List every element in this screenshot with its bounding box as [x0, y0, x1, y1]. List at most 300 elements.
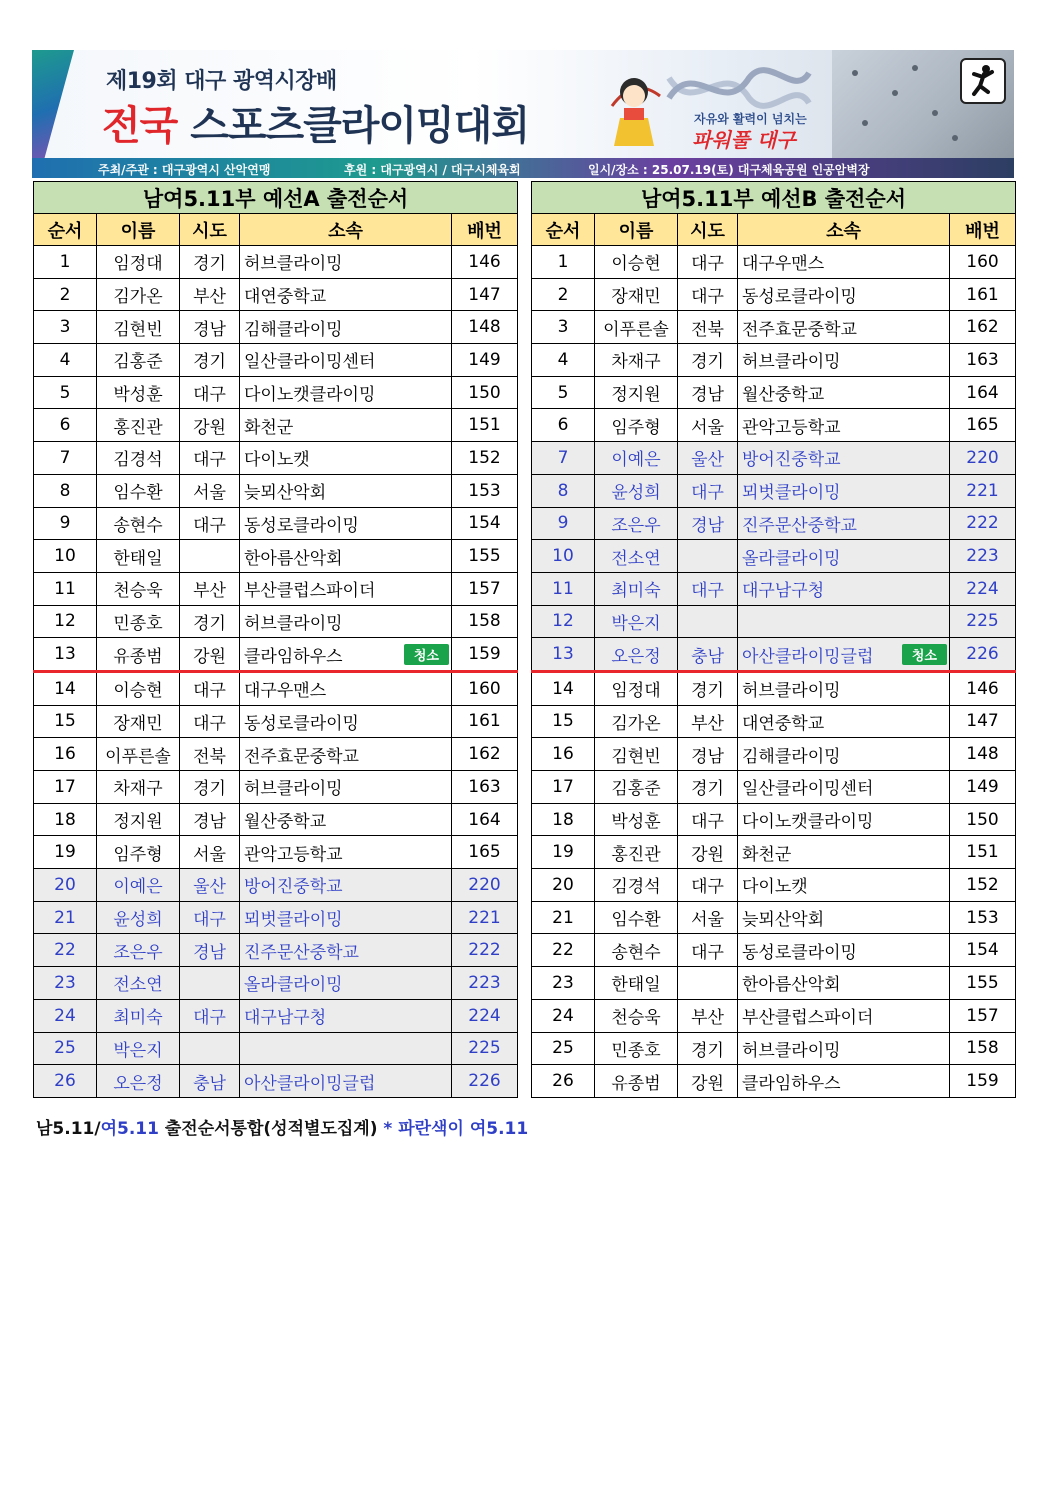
- row-name-text: 최미숙: [113, 1008, 163, 1029]
- row-name: [97, 705, 180, 738]
- row-region: [678, 442, 738, 475]
- row-affiliation-text: 뫼벗클라이밍: [244, 910, 343, 931]
- row-name-text: 홍진관: [113, 417, 163, 438]
- row-order: [34, 934, 97, 967]
- rope-knot-illustration: [664, 58, 814, 118]
- table-row: [532, 442, 1016, 475]
- row-region-text: 부산: [193, 287, 226, 308]
- row-affiliation: [240, 540, 452, 573]
- row-region: [678, 278, 738, 311]
- row-region-text: 대구: [691, 942, 724, 963]
- row-name: [595, 771, 678, 804]
- row-name-text: 천승욱: [611, 1008, 661, 1029]
- row-region-text: 경남: [193, 812, 226, 833]
- row-order: [532, 738, 595, 771]
- row-order: [34, 311, 97, 344]
- banner-title-line1: 제19회 대구 광역시장배: [106, 69, 337, 94]
- row-name-text: 김홍준: [113, 352, 163, 373]
- row-bib-text: 148: [966, 744, 999, 765]
- row-region: [180, 572, 240, 605]
- row-region-text: 경남: [691, 746, 724, 767]
- row-affiliation-text: 허브클라이밍: [742, 1040, 841, 1061]
- row-affiliation: [240, 638, 452, 672]
- row-region: [180, 376, 240, 409]
- row-affiliation-text: 관악고등학교: [742, 417, 841, 438]
- row-region-text: 경기: [193, 779, 226, 800]
- row-order-text: 2: [557, 284, 569, 305]
- row-order: [532, 999, 595, 1032]
- row-order-text: 6: [557, 415, 569, 436]
- row-bib: [950, 442, 1016, 475]
- table-row: [532, 278, 1016, 311]
- row-name: [97, 869, 180, 902]
- row-region: [678, 572, 738, 605]
- row-name-text: 이예은: [113, 877, 163, 898]
- row-affiliation: [240, 869, 452, 902]
- table-row: [34, 507, 518, 540]
- table-a-title: 남여5.11부 예선A 출전순서: [34, 182, 518, 214]
- row-name-text: 조은우: [113, 942, 163, 963]
- row-bib-text: 157: [468, 578, 501, 599]
- row-order: [34, 638, 97, 672]
- row-affiliation-text: 다이노캣클라이밍: [742, 812, 874, 833]
- table-row: [532, 572, 1016, 605]
- row-name: [595, 246, 678, 279]
- row-bib-text: 222: [468, 940, 501, 961]
- row-bib-text: 220: [468, 874, 501, 895]
- row-name: [97, 901, 180, 934]
- row-bib-text: 225: [966, 611, 999, 632]
- row-affiliation-text: 대구남구청: [742, 581, 825, 602]
- row-region-text: 대구: [193, 713, 226, 734]
- row-order: [532, 803, 595, 836]
- table-row: [34, 869, 518, 902]
- row-region-text: 서울: [193, 483, 226, 504]
- row-bib: [950, 999, 1016, 1032]
- row-region-text: 전북: [691, 319, 724, 340]
- row-region-text: 대구: [691, 287, 724, 308]
- row-region: [180, 738, 240, 771]
- row-bib-text: 147: [966, 711, 999, 732]
- row-region: [678, 376, 738, 409]
- row-order: [532, 1065, 595, 1098]
- row-region-text: 경기: [193, 254, 226, 275]
- row-bib: [452, 605, 518, 638]
- row-region-text: 서울: [193, 844, 226, 865]
- row-order: [532, 934, 595, 967]
- row-name: [97, 738, 180, 771]
- row-region-text: 강원: [691, 844, 724, 865]
- row-affiliation-text: 화천군: [244, 417, 294, 438]
- row-bib: [452, 442, 518, 475]
- table-row: [532, 771, 1016, 804]
- row-order: [34, 605, 97, 638]
- row-bib-text: 163: [966, 349, 999, 370]
- row-affiliation-text: 전주효문중학교: [742, 319, 857, 340]
- row-affiliation: [738, 934, 950, 967]
- row-order-text: 17: [54, 776, 76, 797]
- table-row: [34, 638, 518, 672]
- row-affiliation-text: 대구남구청: [244, 1008, 327, 1029]
- row-order: [34, 967, 97, 1000]
- row-name-text: 윤성희: [611, 483, 661, 504]
- row-region-text: 대구: [691, 483, 724, 504]
- row-affiliation: [738, 540, 950, 573]
- row-name: [97, 934, 180, 967]
- row-bib-text: 157: [966, 1005, 999, 1026]
- row-affiliation: [738, 901, 950, 934]
- col-affiliation: 소속: [240, 214, 452, 246]
- table-row: [532, 869, 1016, 902]
- row-name-text: 김홍준: [611, 779, 661, 800]
- row-bib-text: 146: [966, 678, 999, 699]
- table-row: [34, 738, 518, 771]
- row-order: [532, 442, 595, 475]
- row-name-text: 임정대: [113, 254, 163, 275]
- table-row: [34, 967, 518, 1000]
- row-region: [678, 311, 738, 344]
- row-bib-text: 159: [468, 644, 501, 665]
- row-order-text: 3: [557, 317, 569, 338]
- row-name: [97, 671, 180, 705]
- row-name-text: 박은지: [611, 613, 661, 634]
- row-bib: [452, 507, 518, 540]
- row-bib: [452, 738, 518, 771]
- row-affiliation-text: 한아름산악회: [244, 548, 343, 569]
- table-row: [532, 474, 1016, 507]
- row-order: [34, 999, 97, 1032]
- col-bib: 배번: [452, 214, 518, 246]
- row-bib: [452, 1065, 518, 1098]
- row-bib: [950, 409, 1016, 442]
- row-order-text: 7: [59, 447, 71, 468]
- row-region: [678, 999, 738, 1032]
- row-name: [97, 836, 180, 869]
- table-row: [532, 409, 1016, 442]
- row-affiliation: [738, 376, 950, 409]
- row-name-text: 임수환: [113, 483, 163, 504]
- row-region: [678, 1065, 738, 1098]
- row-region-text: 경남: [691, 385, 724, 406]
- row-region: [180, 934, 240, 967]
- row-region-text: 대구: [193, 1008, 226, 1029]
- row-bib: [950, 771, 1016, 804]
- row-order-text: 9: [59, 513, 71, 534]
- row-name-text: 김가온: [113, 287, 163, 308]
- row-order: [34, 507, 97, 540]
- table-row: [34, 540, 518, 573]
- table-row: [34, 474, 518, 507]
- row-bib-text: 220: [966, 447, 999, 468]
- row-bib-text: 165: [966, 415, 999, 436]
- row-order: [34, 409, 97, 442]
- row-affiliation: [738, 638, 950, 672]
- footnote-part1: 남5.11/: [36, 1119, 101, 1139]
- row-order-text: 21: [552, 907, 574, 928]
- row-order-text: 20: [54, 874, 76, 895]
- row-bib: [452, 474, 518, 507]
- row-region: [180, 901, 240, 934]
- row-region: [180, 869, 240, 902]
- row-region-text: 대구: [691, 812, 724, 833]
- row-name: [595, 605, 678, 638]
- row-name: [595, 901, 678, 934]
- row-region: [678, 901, 738, 934]
- footnote-women: 여5.11: [100, 1119, 159, 1139]
- row-affiliation: [738, 869, 950, 902]
- row-order-text: 13: [552, 644, 574, 665]
- row-bib-text: 155: [468, 546, 501, 567]
- row-bib: [950, 376, 1016, 409]
- row-bib-text: 146: [468, 251, 501, 272]
- row-order: [34, 869, 97, 902]
- row-order: [532, 409, 595, 442]
- row-order: [532, 540, 595, 573]
- row-affiliation: [738, 1032, 950, 1065]
- row-region-text: 대구: [691, 581, 724, 602]
- row-affiliation-text: 다이노캣: [742, 877, 808, 898]
- table-row: [34, 572, 518, 605]
- row-order: [532, 572, 595, 605]
- row-bib: [950, 967, 1016, 1000]
- row-affiliation: [738, 572, 950, 605]
- row-name-text: 민종호: [113, 613, 163, 634]
- row-order: [34, 771, 97, 804]
- row-bib-text: 223: [468, 972, 501, 993]
- row-order: [34, 705, 97, 738]
- row-name-text: 유종범: [611, 1073, 661, 1094]
- row-region-text: 경남: [691, 515, 724, 536]
- row-bib: [950, 934, 1016, 967]
- row-bib: [452, 376, 518, 409]
- row-bib-text: 158: [966, 1038, 999, 1059]
- row-region-text: 경남: [193, 319, 226, 340]
- row-order: [532, 901, 595, 934]
- row-bib-text: 149: [966, 776, 999, 797]
- row-name-text: 전소연: [113, 975, 163, 996]
- row-bib-text: 226: [468, 1071, 501, 1092]
- row-name-text: 천승욱: [113, 581, 163, 602]
- row-bib-text: 152: [468, 447, 501, 468]
- row-name: [595, 278, 678, 311]
- row-bib-text: 152: [966, 874, 999, 895]
- row-bib-text: 223: [966, 546, 999, 567]
- row-region-text: 강원: [691, 1073, 724, 1094]
- row-region: [678, 836, 738, 869]
- row-affiliation-text: 김해클라이밍: [742, 746, 841, 767]
- row-order: [34, 540, 97, 573]
- row-region-text: 경기: [691, 1040, 724, 1061]
- row-name-text: 장재민: [113, 713, 163, 734]
- row-affiliation-text: 다이노캣클라이밍: [244, 385, 376, 406]
- row-affiliation: [738, 671, 950, 705]
- row-affiliation-text: 올라클라이밍: [244, 975, 343, 996]
- row-affiliation: [738, 605, 950, 638]
- row-order: [34, 901, 97, 934]
- row-bib-text: 161: [966, 284, 999, 305]
- row-name-text: 오은정: [113, 1073, 163, 1094]
- row-name-text: 이푸른솔: [105, 746, 171, 767]
- row-affiliation-text: 대구우맨스: [244, 681, 327, 702]
- row-order: [532, 869, 595, 902]
- row-bib: [452, 311, 518, 344]
- row-region: [678, 869, 738, 902]
- row-affiliation: [240, 311, 452, 344]
- row-region-text: 대구: [691, 877, 724, 898]
- row-name: [595, 869, 678, 902]
- row-bib-text: 149: [468, 349, 501, 370]
- start-order-table-b: [531, 181, 1016, 1098]
- row-name-text: 송현수: [113, 515, 163, 536]
- row-affiliation: [240, 934, 452, 967]
- row-affiliation-text: 월산중학교: [244, 812, 327, 833]
- row-order-text: 19: [54, 842, 76, 863]
- row-affiliation-text: 대구우맨스: [742, 254, 825, 275]
- row-affiliation: [738, 344, 950, 377]
- row-name: [595, 1032, 678, 1065]
- row-name: [595, 311, 678, 344]
- banner-title-highlight: 전국: [102, 103, 178, 149]
- row-affiliation: [738, 246, 950, 279]
- row-region-text: 부산: [691, 1008, 724, 1029]
- row-bib: [452, 409, 518, 442]
- row-bib-text: 155: [966, 972, 999, 993]
- table-row: [34, 605, 518, 638]
- row-region: [180, 1032, 240, 1065]
- row-bib: [950, 540, 1016, 573]
- row-bib-text: 224: [966, 578, 999, 599]
- row-affiliation-text: 아산클라이밍글럽: [244, 1073, 376, 1094]
- table-row: [532, 705, 1016, 738]
- banner-stripe: [32, 50, 92, 160]
- row-bib: [452, 540, 518, 573]
- row-region: [678, 771, 738, 804]
- row-affiliation-text: 동성로클라이밍: [244, 515, 359, 536]
- row-bib-text: 153: [468, 480, 501, 501]
- row-name-text: 한태일: [113, 548, 163, 569]
- row-region: [678, 246, 738, 279]
- row-order-text: 24: [552, 1005, 574, 1026]
- row-name-text: 이승현: [113, 681, 163, 702]
- row-order: [532, 311, 595, 344]
- row-affiliation-text: 일산클라이밍센터: [742, 779, 874, 800]
- row-affiliation-text: 허브클라이밍: [244, 254, 343, 275]
- table-row: [532, 638, 1016, 672]
- row-name-text: 임수환: [611, 910, 661, 931]
- row-order-text: 16: [54, 744, 76, 765]
- row-order: [34, 1032, 97, 1065]
- col-region: 시도: [180, 214, 240, 246]
- row-bib-text: 165: [468, 842, 501, 863]
- row-affiliation: [240, 999, 452, 1032]
- col-name: 이름: [97, 214, 180, 246]
- row-affiliation: [240, 474, 452, 507]
- row-order: [532, 771, 595, 804]
- row-order-text: 16: [552, 744, 574, 765]
- table-row: [532, 934, 1016, 967]
- row-affiliation: [240, 1065, 452, 1098]
- row-order-text: 8: [557, 480, 569, 501]
- row-affiliation-text: 김해클라이밍: [244, 319, 343, 340]
- row-order: [532, 967, 595, 1000]
- row-region-text: 울산: [691, 450, 724, 471]
- row-region-text: 강원: [193, 646, 226, 667]
- table-row: [34, 376, 518, 409]
- row-order-text: 12: [552, 611, 574, 632]
- table-row: [34, 771, 518, 804]
- row-name: [97, 246, 180, 279]
- row-name: [595, 638, 678, 672]
- row-bib-text: 161: [468, 711, 501, 732]
- row-affiliation-text: 허브클라이밍: [244, 779, 343, 800]
- row-affiliation: [240, 836, 452, 869]
- row-name: [97, 605, 180, 638]
- row-name: [97, 344, 180, 377]
- col-bib: 배번: [950, 214, 1016, 246]
- table-row: [532, 901, 1016, 934]
- row-affiliation-text: 늦뫼산악회: [742, 910, 825, 931]
- row-bib: [950, 1032, 1016, 1065]
- row-bib-text: 221: [966, 480, 999, 501]
- row-name: [97, 967, 180, 1000]
- row-order-text: 4: [59, 349, 71, 370]
- table-row: [34, 901, 518, 934]
- row-affiliation-text: 허브클라이밍: [742, 352, 841, 373]
- table-row: [34, 1032, 518, 1065]
- row-name: [97, 311, 180, 344]
- row-bib: [950, 278, 1016, 311]
- row-bib: [950, 311, 1016, 344]
- row-name: [97, 1032, 180, 1065]
- banner-date-place: 일시/장소 : 25.07.19(토) 대구체육공원 인공암벽장: [588, 163, 870, 177]
- row-order-text: 8: [59, 480, 71, 501]
- row-order: [532, 474, 595, 507]
- row-order-text: 20: [552, 874, 574, 895]
- row-affiliation-text: 허브클라이밍: [742, 681, 841, 702]
- row-affiliation-text: 대연중학교: [244, 287, 327, 308]
- row-region-text: 서울: [691, 417, 724, 438]
- row-name-text: 이푸른솔: [603, 319, 669, 340]
- row-name-text: 홍진관: [611, 844, 661, 865]
- row-order: [532, 246, 595, 279]
- table-row: [532, 836, 1016, 869]
- row-order-text: 22: [552, 940, 574, 961]
- row-name-text: 임정대: [611, 681, 661, 702]
- start-order-table-a: [33, 181, 518, 1098]
- row-region: [180, 409, 240, 442]
- table-row: [532, 1032, 1016, 1065]
- slogan-small: 자유와 활력이 넘치는: [694, 112, 807, 126]
- row-bib-text: 224: [468, 1005, 501, 1026]
- table-row: [34, 246, 518, 279]
- row-order: [34, 738, 97, 771]
- row-bib-text: 154: [468, 513, 501, 534]
- row-name: [595, 967, 678, 1000]
- row-order: [532, 507, 595, 540]
- row-bib: [950, 738, 1016, 771]
- row-name: [595, 738, 678, 771]
- row-order-text: 9: [557, 513, 569, 534]
- row-region: [180, 311, 240, 344]
- col-order: 순서: [34, 214, 97, 246]
- table-row: [34, 803, 518, 836]
- row-region: [678, 803, 738, 836]
- row-bib: [452, 246, 518, 279]
- row-bib: [950, 836, 1016, 869]
- row-region-text: 대구: [193, 681, 226, 702]
- row-name: [97, 638, 180, 672]
- row-region-text: 부산: [193, 581, 226, 602]
